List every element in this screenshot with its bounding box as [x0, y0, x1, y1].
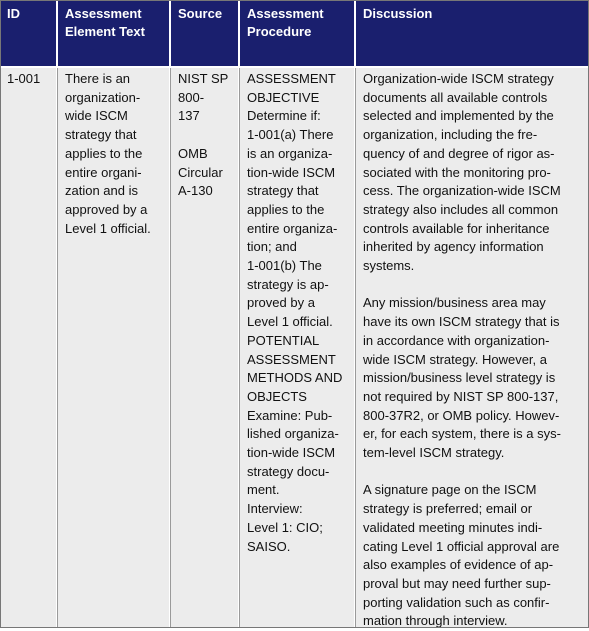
row-cell-id [0, 68, 56, 628]
header-cell-discussion [356, 0, 589, 66]
header-cell-procedure [240, 0, 354, 66]
row-cell-source [171, 68, 238, 628]
row-cell-discussion [356, 68, 589, 628]
column-divider [57, 68, 58, 628]
header-element-text: Assessment Element Text [65, 6, 145, 39]
header-cell-id [0, 0, 56, 66]
row-source: NIST SP 800- 137 OMB Circular A-130 [178, 71, 229, 199]
header-procedure: Assessment Procedure [247, 6, 324, 39]
column-divider [239, 68, 240, 628]
column-divider [170, 68, 171, 628]
row-id: 1-001 [7, 71, 41, 86]
header-discussion: Discussion [363, 6, 433, 21]
header-source: Source [178, 6, 223, 21]
header-divider [0, 66, 589, 68]
row-cell-element-text [58, 68, 169, 628]
row-procedure: ASSESSMENT OBJECTIVE Determine if: 1-001(a) There is an organiza- tion-wide ISCM strategy that applies to the entire organiza- tion; and 1-001(b) The strategy is ap- proved by a Level 1 official. POTENTIAL ASSESSMENT METHODS AND OBJECTS Examine: Pub- lished organiza- tion-wide ISCM strategy docu- ment. Interview: Level 1: CIO; SAISO. [247, 71, 343, 554]
row-element-text: There is an organization- wide ISCM strategy that applies to the entire organi- zation and is approved by a Level 1 official. [65, 71, 151, 236]
header-cell-source [171, 0, 238, 66]
column-divider [355, 68, 356, 628]
row-cell-procedure [240, 68, 354, 628]
header-cell-element-text [58, 0, 169, 66]
header-id: ID [7, 6, 20, 21]
row-discussion: Organization-wide ISCM strategy documents all available controls selected and implemented by the organization, including the fre- quency of and degree of rigor as- sociated with the monitoring pro- cess. The organization-wide ISCM strategy also includes all common controls available for inheritance inherited by agency information systems. Any mission/business area may have its own ISCM strategy that is in accordance with organization- wide ISCM strategy. However, a mission/business level strategy is not required by NIST SP 800-137, 800-37R2, or OMB policy. Howev- er, for each system, there is a sys- tem-level ISCM strategy. A signature page on the ISCM strategy is preferred; email or validated meeting minutes indi- cating Level 1 official approval are also examples of evidence of ap- proval but may need further sup- porting validation such as confir- mation through interview. [363, 71, 561, 629]
